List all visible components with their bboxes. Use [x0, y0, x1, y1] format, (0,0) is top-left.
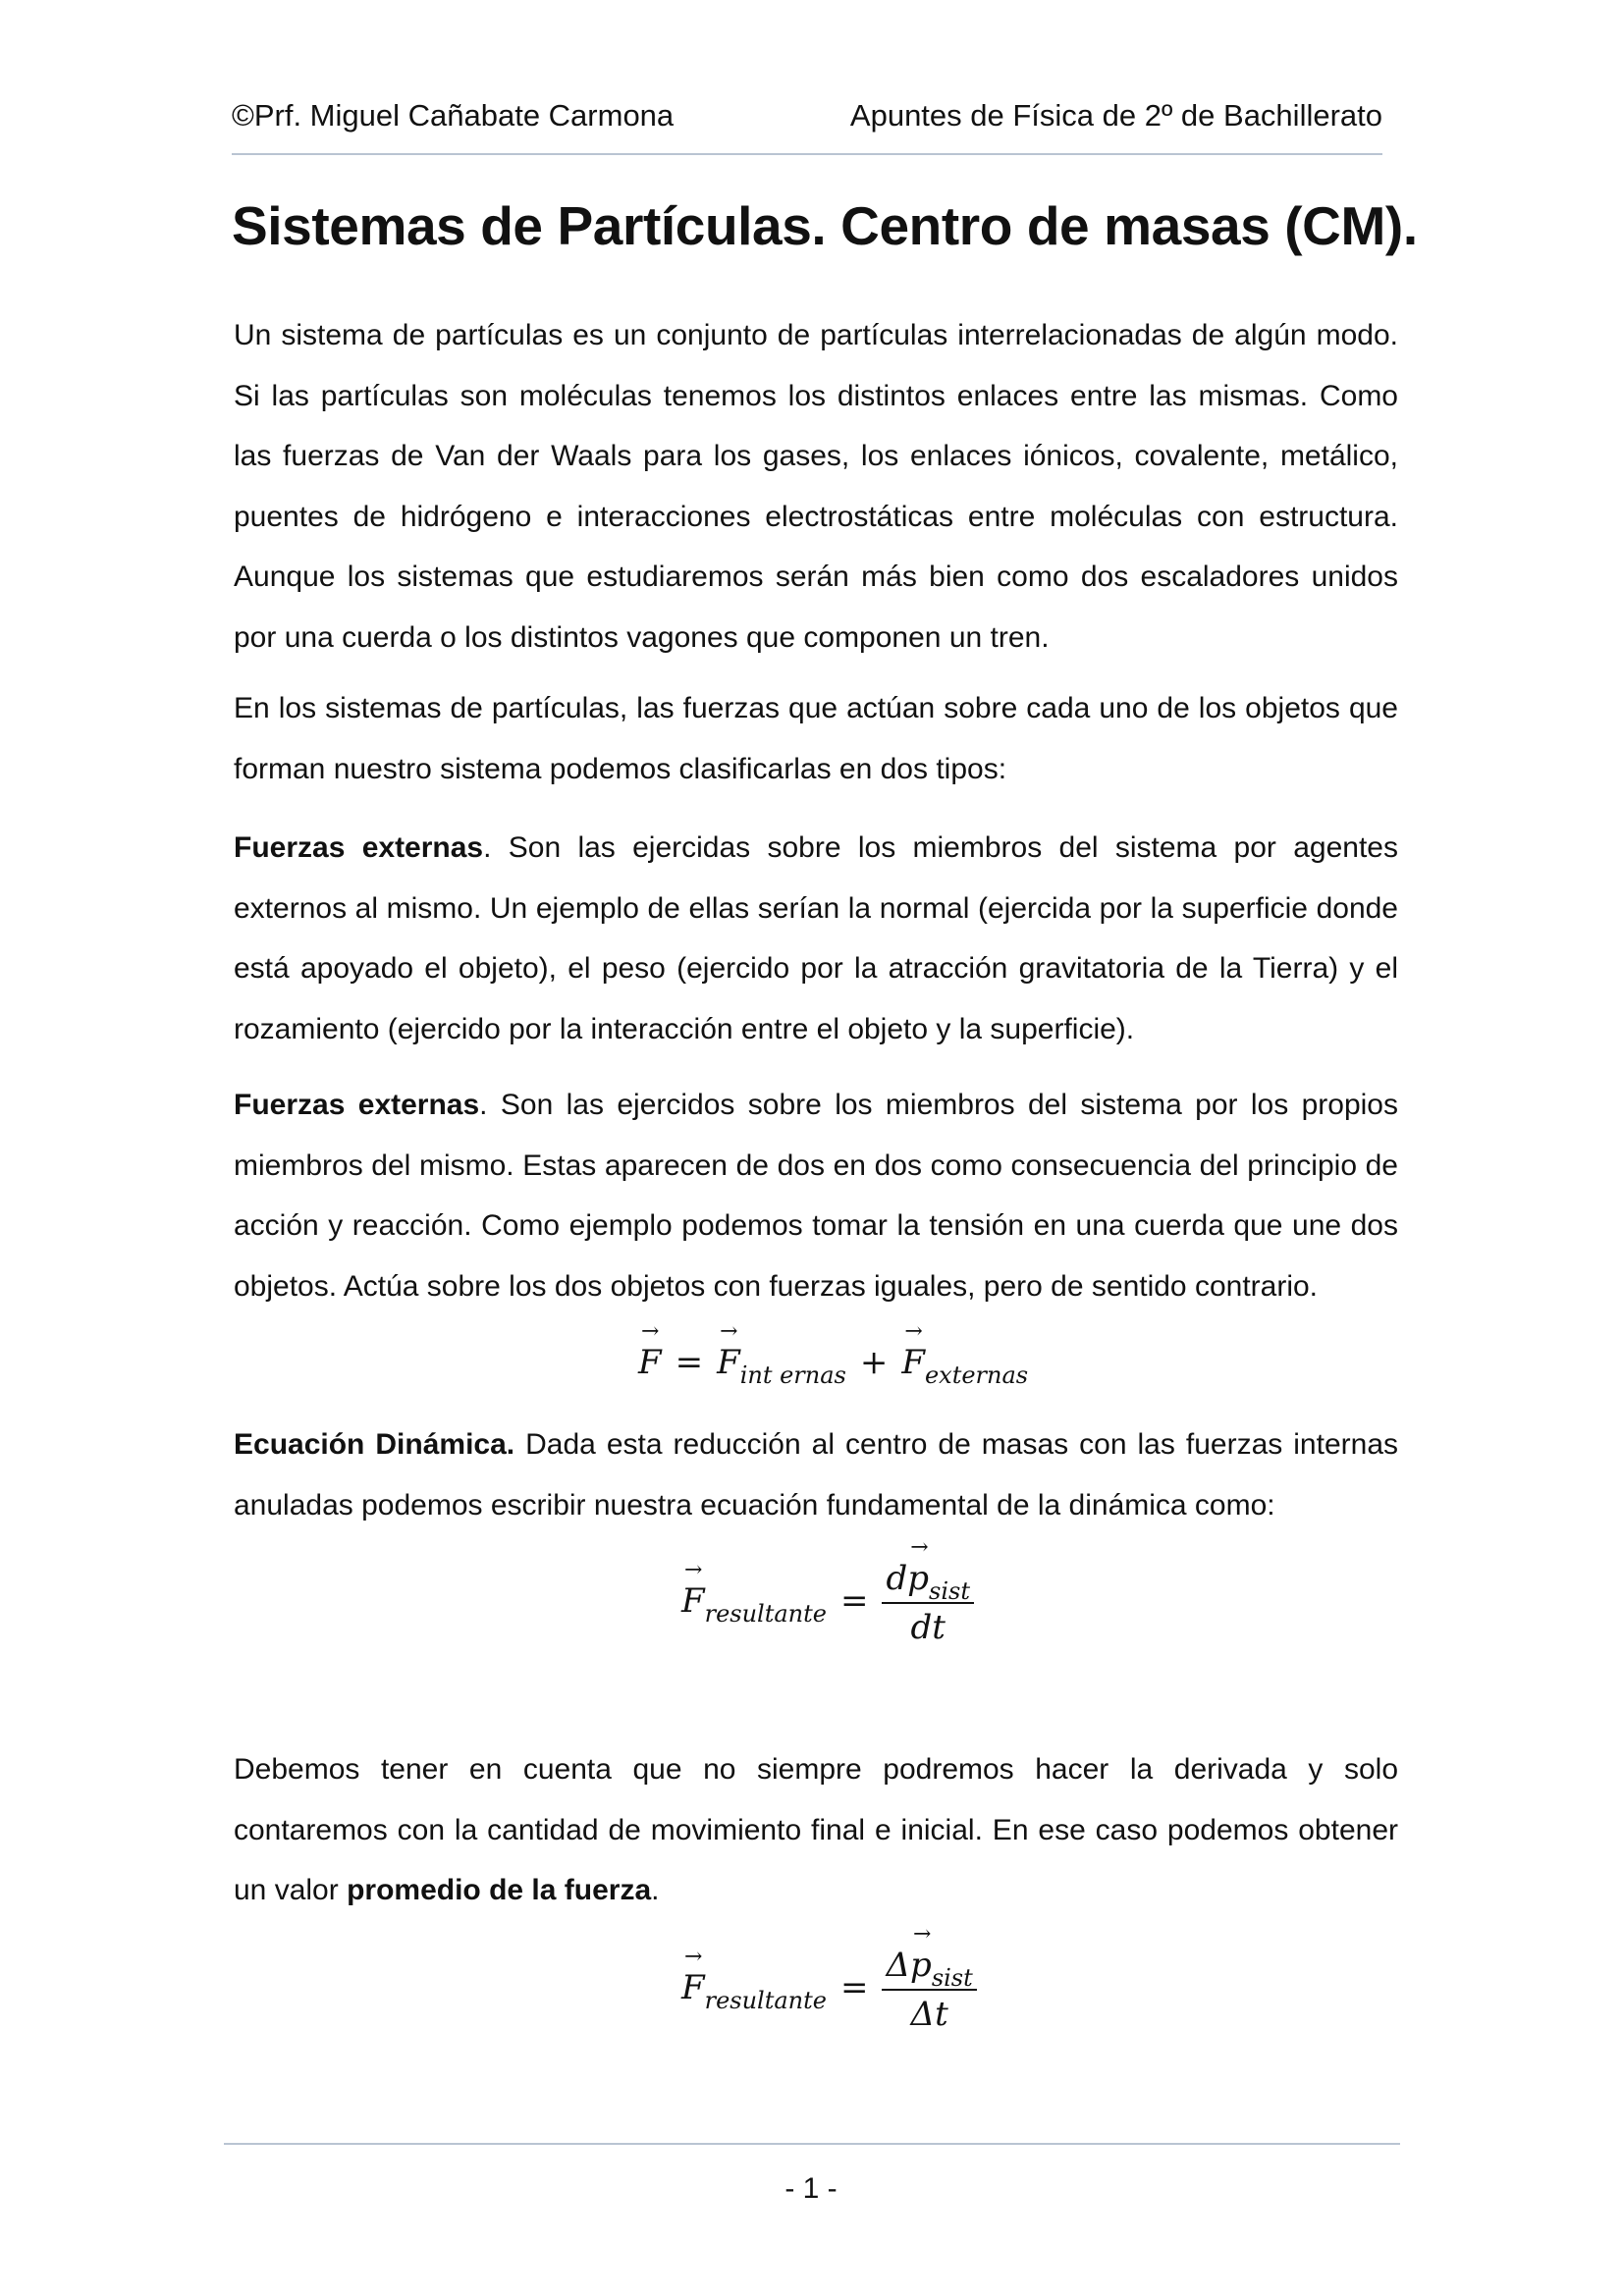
- equation-resultant-average: → $F_{resultante}$ = $\frac{\Delta\to p_{sist}}{\Delta t}$: [681, 1946, 977, 2034]
- equation-resultant-derivative: → $F_{resultante}$ = $\frac{d\to p_{sist}}{dt}$: [681, 1559, 974, 1647]
- term-dynamic-equation: Ecuación Dinámica.: [234, 1428, 515, 1461]
- header-author: ©Prf. Miguel Cañabate Carmona: [232, 98, 675, 133]
- page-title: Sistemas de Partículas. Centro de masas (CM).: [232, 195, 1418, 256]
- paragraph-external-forces: Fuerzas externas. Son las ejercidas sobre los miembros del sistema por agentes externos al mismo. Un ejemplo de ellas serían la normal (ejercida por la superficie donde está apoyado el objeto), el peso (ejercido por la atracción gravitatoria de la Tierra) y el rozamiento (ejercido por la interacción entre el objeto y la superficie).: [234, 831, 1398, 1045]
- paragraph-classification: En los sistemas de partículas, las fuerzas que actúan sobre cada uno de los objetos que forman nuestro sistema podemos clasificarlas en dos tipos:: [234, 692, 1398, 785]
- paragraph-dynamic-equation: Ecuación Dinámica. Dada esta reducción al centro de masas con las fuerzas internas anuladas podemos escribir nuestra ecuación fundamental de la dinámica como:: [234, 1428, 1398, 1522]
- term-external-forces: Fuerzas externas: [234, 831, 484, 864]
- page-number: - 1 -: [784, 2172, 838, 2205]
- term-average-force: promedio de la fuerza: [347, 1874, 652, 1906]
- paragraph-average-force: Debemos tener en cuenta que no siempre podremos hacer la derivada y solo contaremos con la cantidad de movimiento final e inicial. En ese caso podemos obtener un valor promedio de la fuerza.: [234, 1753, 1398, 1906]
- header-course: Apuntes de Física de 2º de Bachillerato: [849, 98, 1382, 133]
- footer-divider: [224, 2143, 1400, 2145]
- page-header: [232, 98, 1382, 149]
- paragraph-internal-forces: Fuerzas externas. Son las ejercidos sobre los miembros del sistema por los propios miembros del mismo. Estas aparecen de dos en dos como consecuencia del principio de acción y reacción. Como ejemplo podemos tomar la tensión en una cuerda que une dos objetos. Actúa sobre los dos objetos con fuerzas iguales, pero de sentido contrario.: [234, 1089, 1398, 1303]
- header-divider: [232, 153, 1382, 155]
- paragraph-intro: Un sistema de partículas es un conjunto de partículas interrelacionadas de algún modo. Si las partículas son moléculas tenemos los distintos enlaces entre las mismas. Como las fuerzas de Van der Waals para los gases, los enlaces iónicos, covalente, metálico, puentes de hidrógeno e interacciones electrostáticas entre moléculas con estructura. Aunque los sistemas que estudiaremos serán más bien como dos escaladores unidos por una cuerda o los distintos vagones que componen un tren.: [234, 319, 1398, 654]
- equation-total-force: → $F =\to F_{int ernas} +\to F_{externas}$: [638, 1343, 1028, 1382]
- term-internal-forces: Fuerzas externas: [234, 1089, 480, 1121]
